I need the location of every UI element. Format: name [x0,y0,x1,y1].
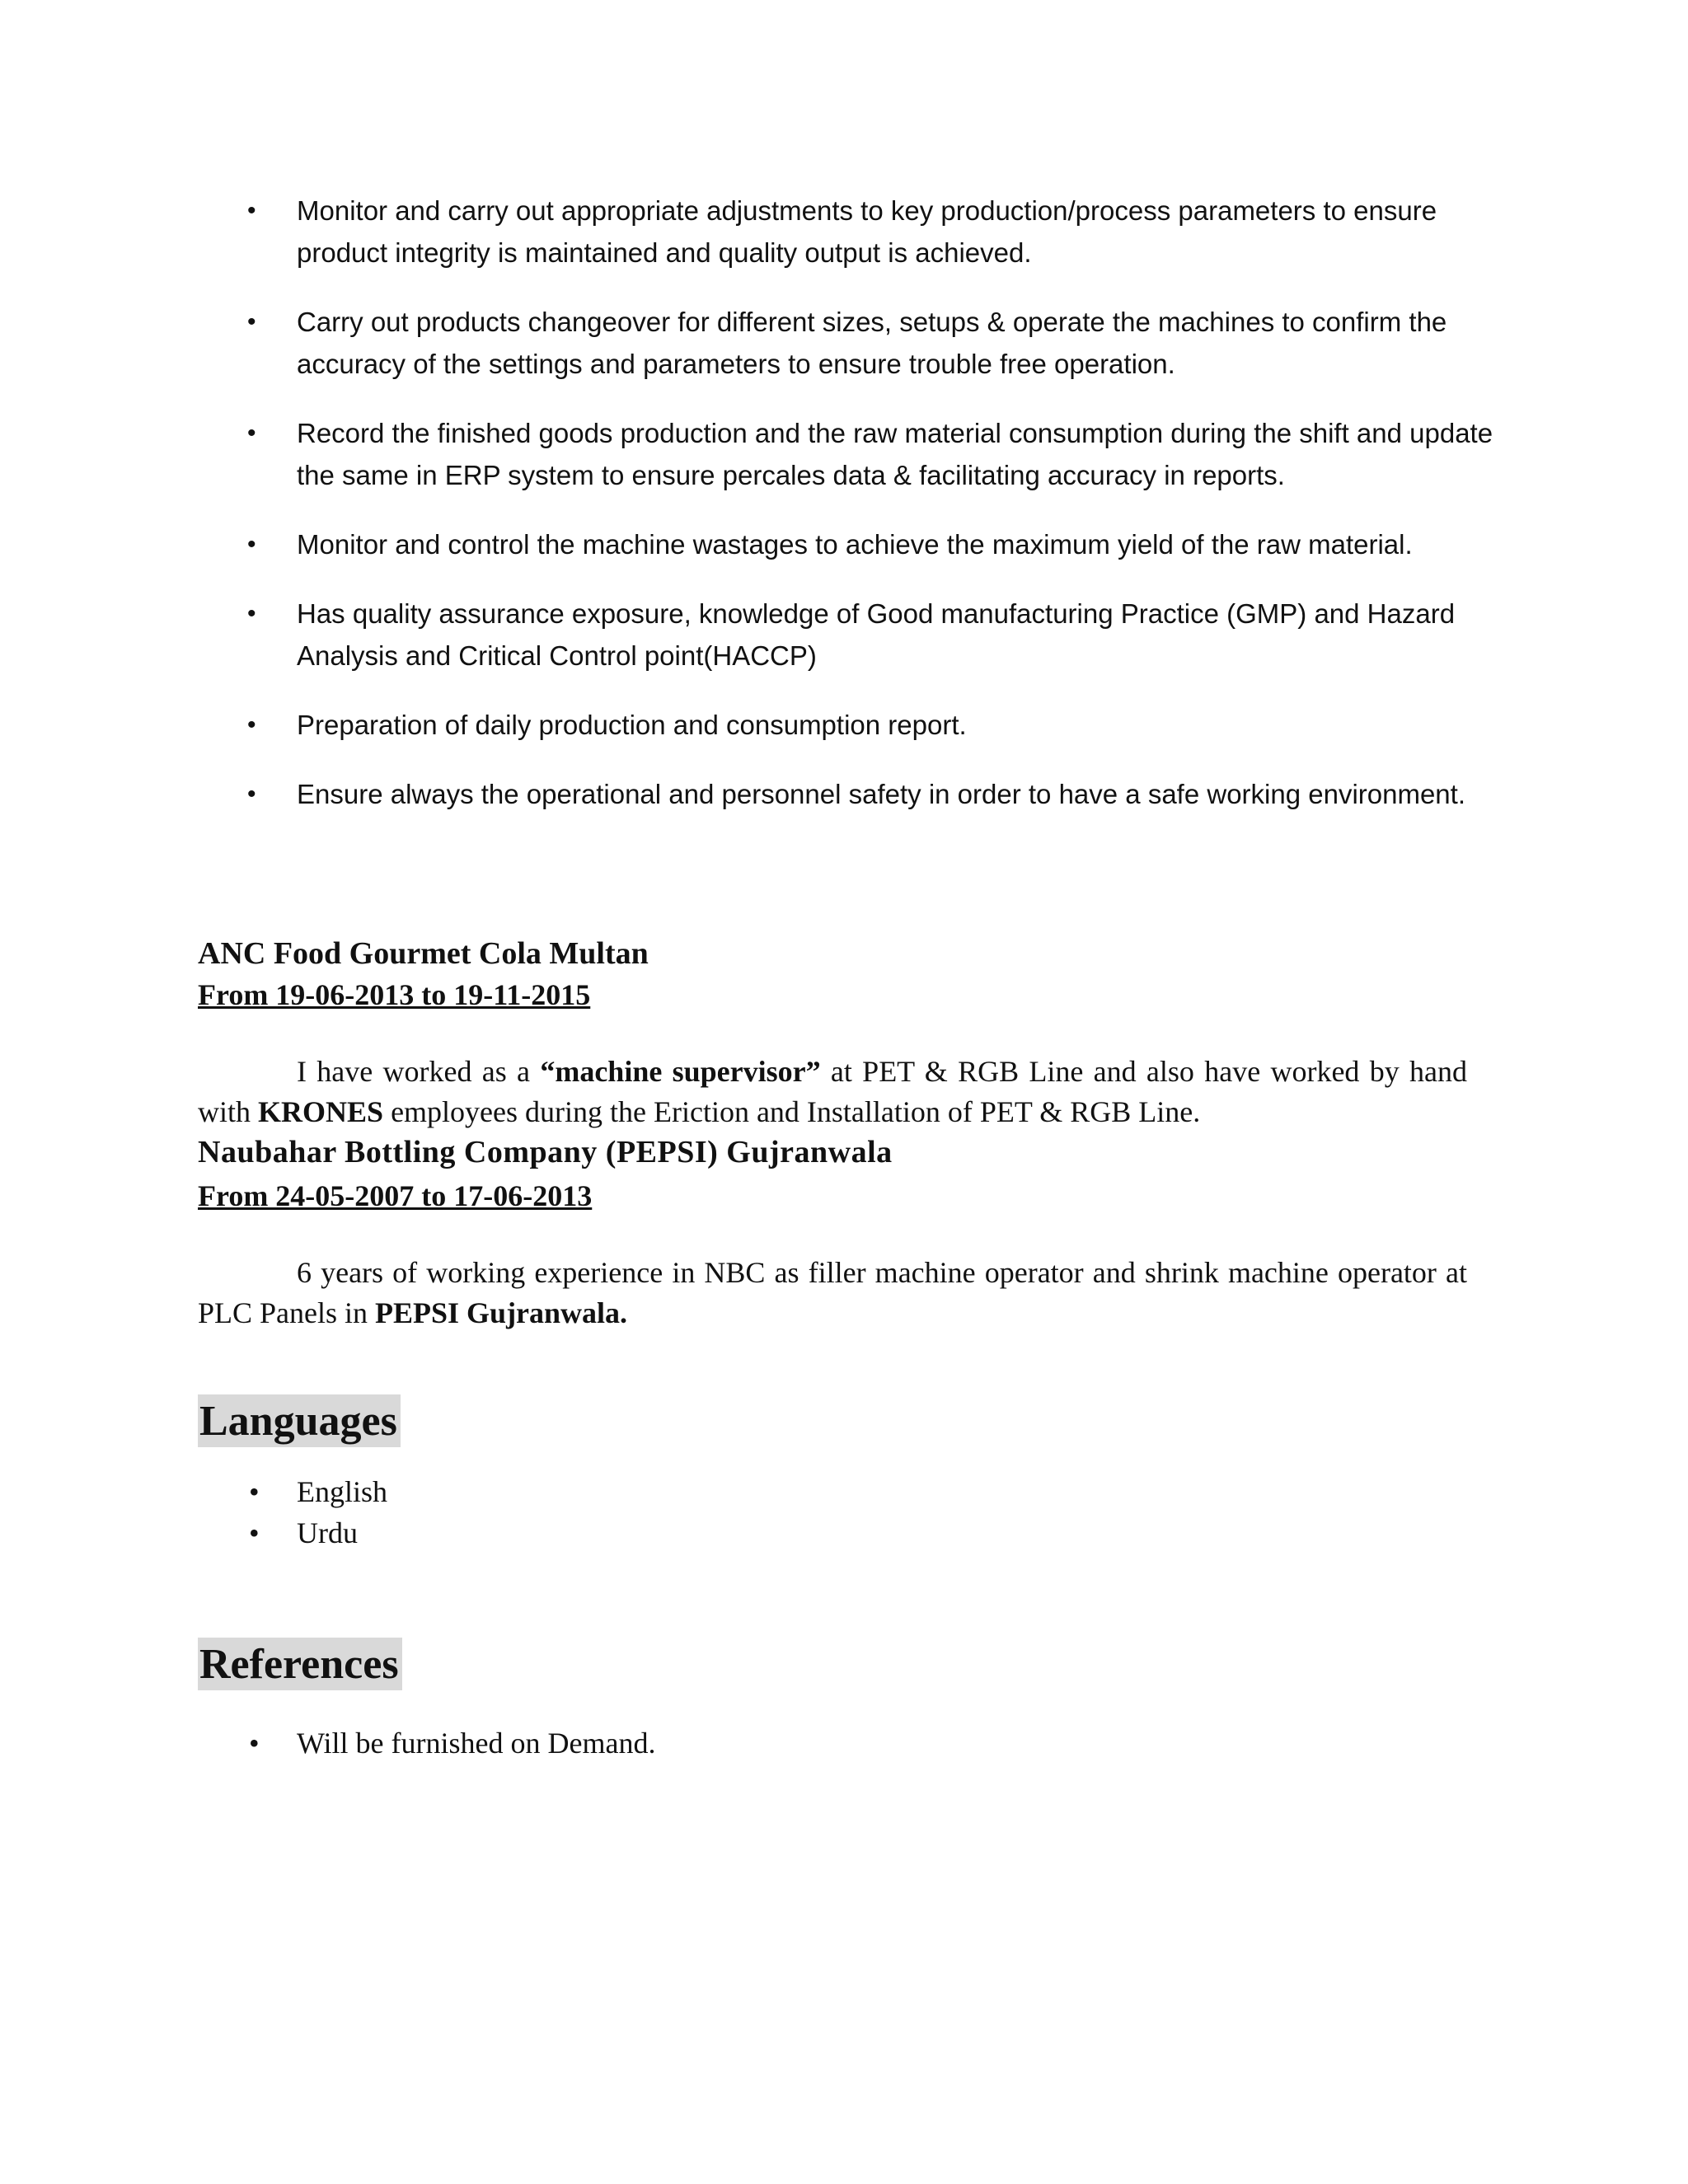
bullet-icon: • [249,1475,260,1508]
list-item [247,773,1500,815]
list-item [247,301,1500,385]
bullet-icon: • [247,419,256,447]
job-description-text: I have worked as a [297,1055,541,1088]
duty-text: Monitor and carry out appropriate adjustments to key production/process parameters to ensure product integrity is maintained and quality output is achieved. [297,195,1437,268]
languages-list [247,1471,387,1554]
bullet-icon: • [249,1727,260,1760]
bullet-icon: • [247,308,256,335]
duty-text: Carry out products changeover for different sizes, setups & operate the machines to confirm the accuracy of the settings and parameters to ensure trouble free operation. [297,307,1447,379]
job-description-text: 6 years of working experience in NBC as filler machine operator and shrink machine operator at PLC Panels in [198,1256,1467,1329]
references-heading: References [198,1638,402,1690]
bullet-icon: • [249,1516,260,1549]
list-item [247,523,1500,565]
references-list [247,1722,655,1764]
language-text: English [297,1475,388,1508]
duty-text: Has quality assurance exposure, knowledge of Good manufacturing Practice (GMP) and Hazard Analysis and Critical Control point(HACCP) [297,598,1456,671]
duty-text: Monitor and control the machine wastages to achieve the maximum yield of the raw material. [297,529,1413,560]
duty-text: Preparation of daily production and consumption report. [297,710,967,740]
reference-text: Will be furnished on Demand. [297,1727,656,1760]
job-description-text: employees during the Eriction and Installation of PET & RGB Line. [383,1095,1201,1128]
language-text: Urdu [297,1516,358,1549]
duty-text: Ensure always the operational and personnel safety in order to have a safe working environment. [297,779,1466,809]
job-description [198,1052,1467,1132]
bullet-icon: • [247,780,256,808]
languages-heading: Languages [198,1394,401,1447]
bullet-icon: • [247,197,256,224]
bullet-icon: • [247,600,256,627]
bullet-icon: • [247,531,256,558]
duties-list [247,190,1500,842]
list-item [247,190,1500,274]
list-item [247,593,1500,677]
bullet-icon: • [247,711,256,738]
partner-highlight: KRONES [258,1095,384,1128]
list-item [247,1722,655,1764]
job-description-text: at PET & RGB Line and also have worked by hand with [198,1055,1467,1128]
company-name: ANC Food Gourmet Cola Multan [198,936,649,971]
employment-dates: From 19-06-2013 to 19-11-2015 [198,978,591,1011]
list-item [247,704,1500,746]
company-name: Naubahar Bottling Company (PEPSI) Gujranwala [198,1135,893,1169]
job-role-highlight: “machine supervisor” [540,1055,821,1088]
list-item [247,1512,387,1554]
list-item [247,1471,387,1512]
employment-dates: From 24-05-2007 to 17-06-2013 [198,1179,593,1212]
duty-text: Record the finished goods production and the raw material consumption during the shift and update the same in ERP system to ensure percales data & facilitating accuracy in reports. [297,418,1493,490]
list-item [247,412,1500,496]
employer-highlight: PEPSI Gujranwala. [375,1296,628,1329]
job-description [198,1253,1467,1333]
